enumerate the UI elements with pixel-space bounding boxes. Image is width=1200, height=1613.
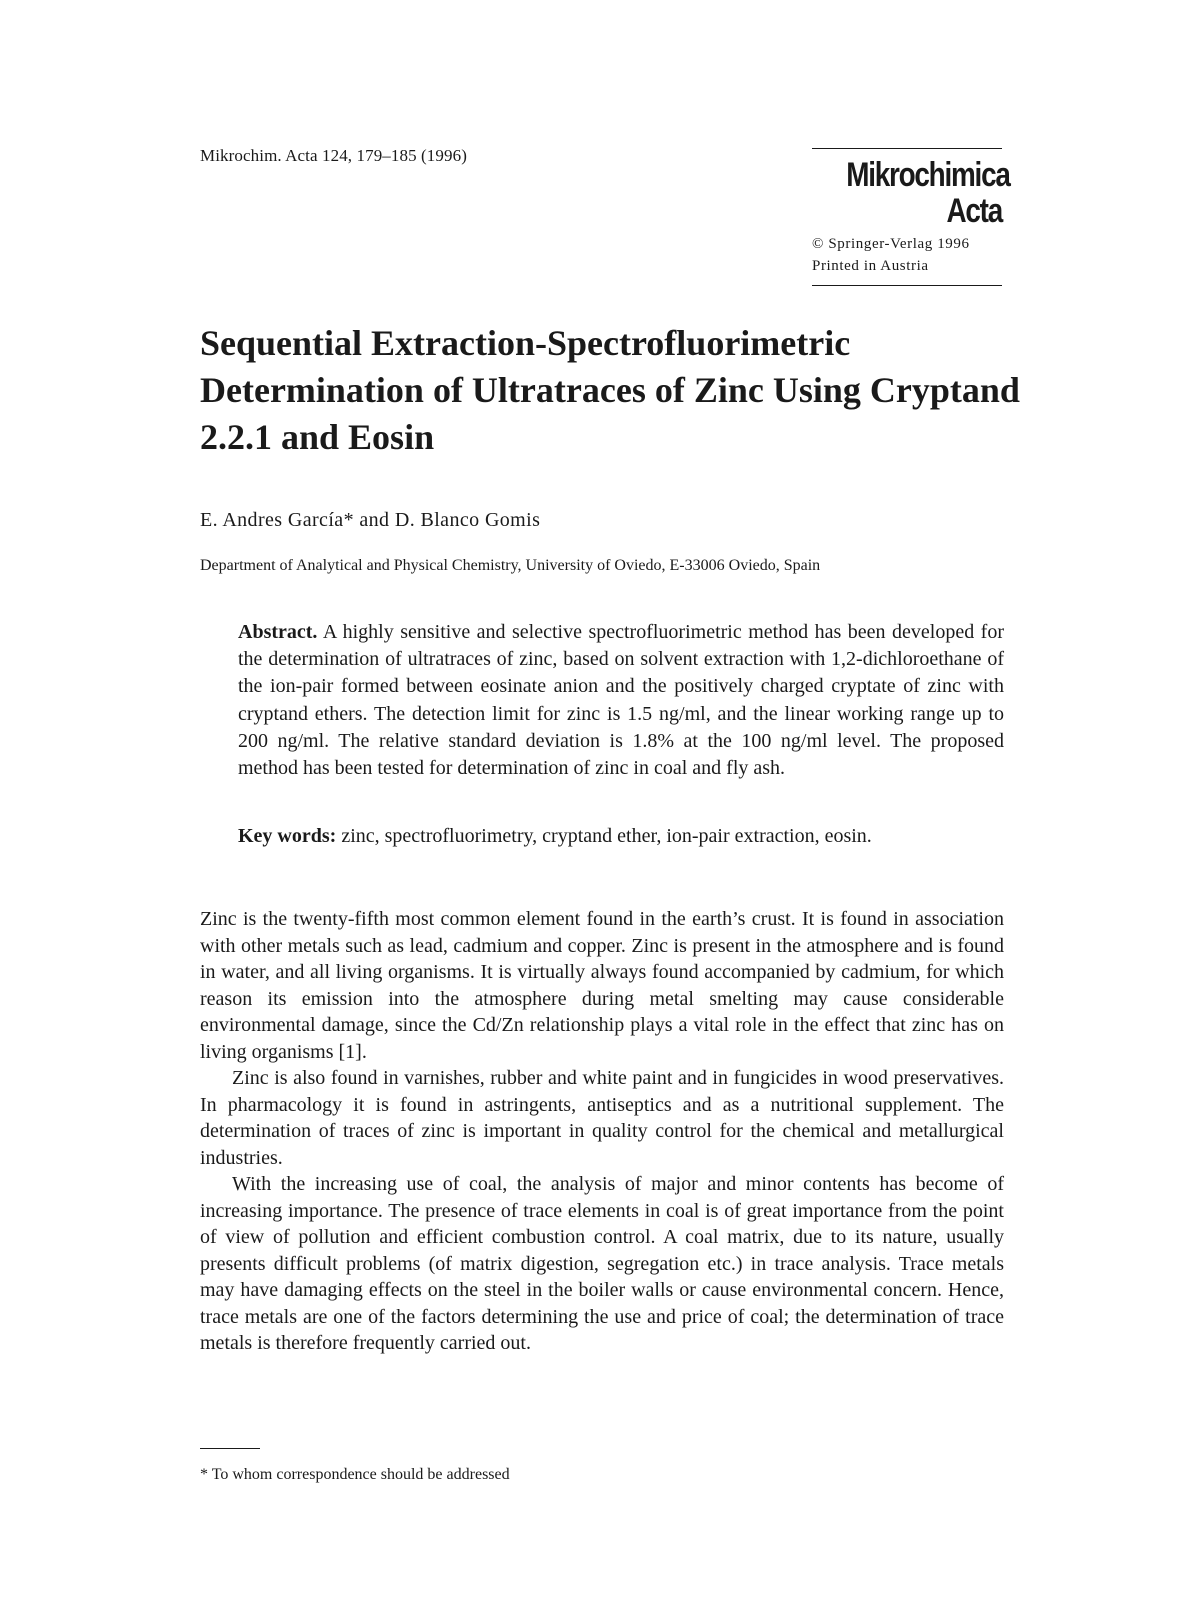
keywords-label: Key words: <box>238 825 337 847</box>
journal-logo-line2: Acta <box>946 192 1002 230</box>
abstract-label: Abstract. <box>238 621 318 643</box>
body-paragraph: Zinc is the twenty-fifth most common element found in the earth’s crust. It is found in association with other metals such as lead, cadmium and copper. Zinc is present in the atmosphere and is found in water, and all living organisms. It is virtually always found accompanied by cadmium, for which reason its emission into the atmosphere during metal smelting may cause considerable environmental damage, since the Cd/Zn relationship plays a vital role in the effect that zinc has on living organisms [1]. <box>200 908 1004 1063</box>
masthead-bottom-rule <box>812 285 1002 286</box>
masthead-top-rule <box>812 148 1002 149</box>
publisher-info <box>812 233 1002 277</box>
abstract <box>238 619 1004 782</box>
article-authors: E. Andres García* and D. Blanco Gomis <box>200 509 541 531</box>
author-affiliation: Department of Analytical and Physical Chemistry, University of Oviedo, E-33006 Oviedo, Spain <box>200 557 821 574</box>
keywords <box>238 825 1018 848</box>
footnote: * To whom correspondence should be addressed <box>200 1466 510 1483</box>
abstract-text: A highly sensitive and selective spectrofluorimetric method has been developed for the determination of ultratraces of zinc, based on solvent extraction with 1,2-dichloroethane of the ion-pair formed between eosinate anion and the positively charged cryptate of zinc with cryptand ethers. The detection limit for zinc is 1.5 ng/ml, and the linear working range up to 200 ng/ml. The relative standard deviation is 1.8% at the 100 ng/ml level. The proposed method has been tested for determination of zinc in coal and fly ash. <box>238 621 1004 780</box>
copyright-notice: © Springer-Verlag 1996 <box>812 236 970 252</box>
printed-location: Printed in Austria <box>812 258 929 274</box>
journal-logo-line1: Mikrochimica <box>846 156 1010 194</box>
body-paragraph: With the increasing use of coal, the analysis of major and minor contents has become of increasing importance. The presence of trace elements in coal is of great importance from the point of view of pollution and efficient combustion control. A coal matrix, due to its nature, usually presents difficult problems (of matrix digestion, segregation etc.) in trace analysis. Trace metals may have damaging effects on the steel in the boiler walls or cause environmental concern. Hence, trace metals are one of the factors determining the use and price of coal; the determination of trace metals is therefore frequently carried out. <box>200 1173 1004 1354</box>
journal-masthead <box>812 148 1010 286</box>
body-paragraph: Zinc is also found in varnishes, rubber and white paint and in fungicides in wood preservatives. In pharmacology it is found in astringents, antiseptics and as a nutritional supplement. The determination of traces of zinc is important in quality control for the chemical and metallurgical industries. <box>200 1067 1004 1169</box>
article-title: Sequential Extraction-Spectrofluorimetric Determination of Ultratraces of Zinc Using Cryptand 2.2.1 and Eosin <box>200 323 1020 457</box>
article-body <box>200 906 1004 1357</box>
footnote-divider <box>200 1448 260 1449</box>
journal-citation: Mikrochim. Acta 124, 179–185 (1996) <box>200 146 467 165</box>
journal-logo <box>846 156 1010 230</box>
keywords-text: zinc, spectrofluorimetry, cryptand ether, ion-pair extraction, eosin. <box>341 825 872 847</box>
